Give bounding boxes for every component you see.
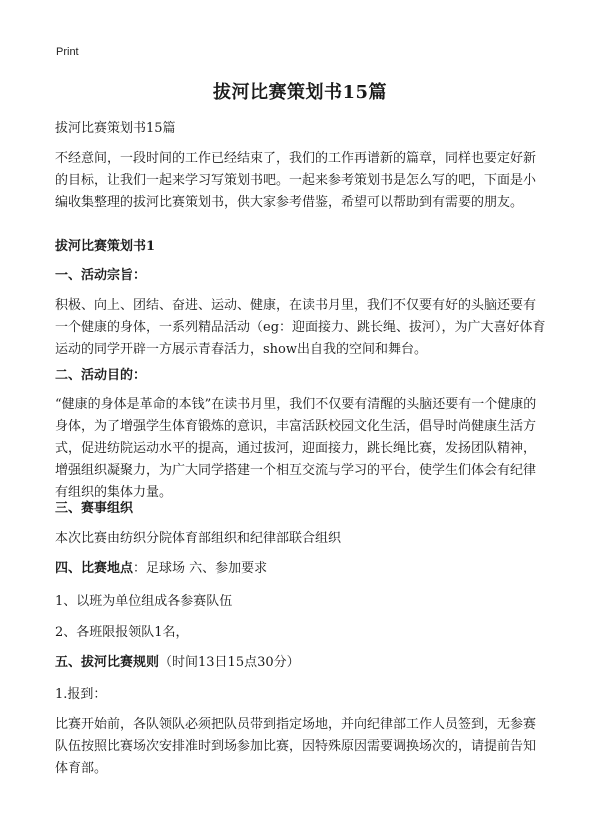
- rules-label: 五、拔河比赛规则: [55, 655, 160, 670]
- organization-paragraph: 本次比赛由纺织分院体育部组织和纪律部联合组织: [55, 531, 342, 546]
- requirement-item-1: 1、以班为单位组成各参赛队伍: [55, 594, 233, 609]
- venue-label: 四、比赛地点: [55, 561, 134, 576]
- print-link[interactable]: Print: [56, 46, 79, 58]
- heading-venue: [55, 558, 547, 580]
- heading-purpose: 一、活动宗旨：: [55, 268, 147, 283]
- rules-subheading: 1.报到：: [55, 687, 107, 702]
- rules-time: （时间13日15点30分）: [159, 655, 300, 670]
- intro-paragraph: 不经意间，一段时间的工作已经结束了，我们的工作再谱新的篇章，同样也要定好新的目标，让我们一起来学习写策划书吧。一起来参考策划书是怎么写的吧，下面是小编收集整理的拔河比赛策划书，供大家参考借鉴，希望可以帮助到有需要的朋友。: [55, 151, 537, 210]
- heading-rules: [55, 652, 547, 674]
- document-title: 拔河比赛策划书15篇: [212, 82, 388, 103]
- goal-paragraph: “健康的身体是革命的本钱”在读书月里，我们不仅要有清醒的头脑还要有一个健康的身体，为了增强学生体育锻炼的意识，丰富活跃校园文化生活，倡导时尚健康生活方式，促进纺院运动水平的提高，通过拔河，迎面接力，跳长绳比赛，发扬团队精神，增强组织凝聚力，为广大同学搭建一个相互交流与学习的平台，使学生们体会有纪律有组织的集体力量。: [55, 397, 537, 500]
- section-title: 拔河比赛策划书1: [55, 239, 156, 254]
- document-subtitle: 拔河比赛策划书15篇: [55, 121, 176, 136]
- purpose-paragraph: 积极、向上、团结、奋进、运动、健康，在读书月里，我们不仅要有好的头脑还要有一个健康的身体，一系列精品活动（eg：迎面接力、跳长绳、拔河），为广大喜好体育运动的同学开辟一方展示青春活力，show出自我的空间和舞台。: [55, 298, 546, 357]
- heading-goal: 二、活动目的：: [55, 368, 147, 383]
- rules-paragraph: 比赛开始前，各队领队必须把队员带到指定场地，并向纪律部工作人员签到，无参赛队伍按照比赛场次安排准时到场参加比赛，因特殊原因需要调换场次的，请提前告知体育部。: [55, 717, 537, 776]
- requirement-item-2: 2、各班限报领队1名，: [55, 625, 189, 640]
- heading-organization: 三、赛事组织: [55, 501, 134, 516]
- venue-text: ：足球场 六、参加要求: [133, 561, 268, 576]
